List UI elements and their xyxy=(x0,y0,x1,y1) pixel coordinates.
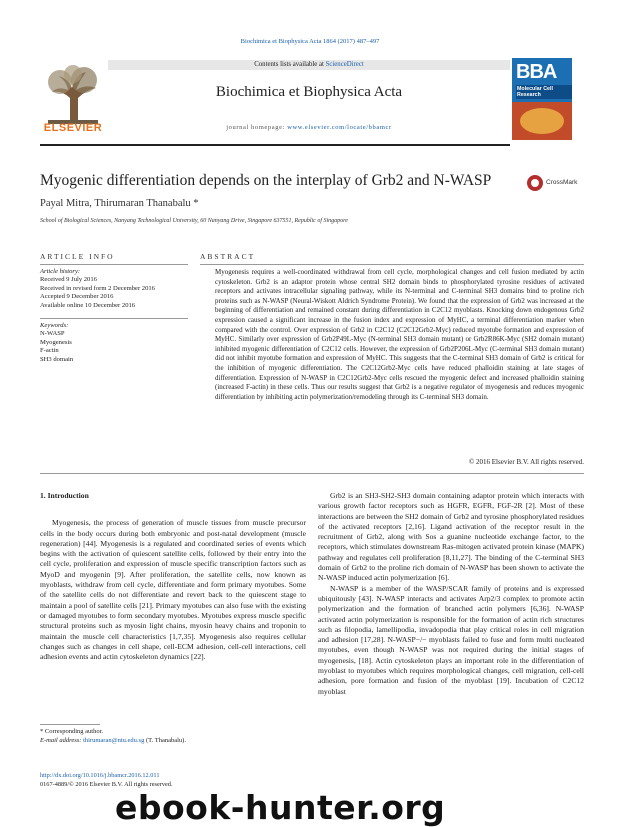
divider xyxy=(200,264,584,265)
keyword: Myogenesis xyxy=(40,338,72,346)
body-right-column xyxy=(318,491,584,697)
article-history xyxy=(40,268,190,310)
doi-block xyxy=(40,772,306,789)
body-left-column xyxy=(40,491,306,662)
journal-name: Biochimica et Biophysica Acta xyxy=(215,84,403,100)
keywords xyxy=(40,322,190,364)
crossmark-icon xyxy=(527,175,543,191)
footnote xyxy=(40,728,306,745)
cover-subtitle: Molecular Cell Research xyxy=(516,85,572,99)
email-link[interactable]: thirumaran@ntu.edu.sg xyxy=(83,736,145,744)
abstract-text: Myogenesis requires a well-coordinated withdrawal from cell cycle, morphological changes and cell fusion mediated by actin cytoskeleton. Grb2 is an adaptor protein whose central SH2 domain binds to phosphorylated tyrosine residues of activated receptors and activates intracellular signaling pathway, while its N-terminal and C-terminal SH3 domains bind to proline rich proteins such as N-WASP (Neural-Wiskott Aldrich Syndrome Protein). We found that the expression of Grb2 was increased at the beginning of differentiation and remained constant during differentiation in C2C12 myoblasts. Knocking down endogenous Grb2 expression caused a significant increase in the fusion index and expression of MyHC, a terminal differentiation marker when compared with the control. Over expression of Grb2 in C2C12 (C2C12Grb2-Myc) reduced myotube formation and expression of MyHC. Similarly over expression of Grb2P49L-Myc (N-terminal SH3 domain mutant) or Grb2R86K-Myc (SH2 domain mutant) inhibited myogenic differentiation of C2C12 cells. However, the expression of Grb2P206L-Myc (C-terminal SH3 domain mutant) did not inhibit myotube formation and expression of MyHC. This suggests that the C-terminal SH3 domain of Grb2 is critical for the inhibition of myogenic differentiation. The C2C12Grb2-Myc cells have reduced phalloidin staining at late stages of differentiation. Expression of N-WASP in C2C12Grb2-Myc cells rescued the myogenic defect and increased phalloidin staining (increased F-actin) in these cells. Thus our results suggest that Grb2 is a negative regulator of myogenesis and reduces myogenic differentiation by inhibiting actin polymerization/remodeling through its C-terminal SH3 domain. xyxy=(215,268,584,401)
author-list: Payal Mitra, Thirumaran Thanabalu * xyxy=(40,198,199,209)
abstract-heading: ABSTRACT xyxy=(200,252,256,261)
history-item: Accepted 9 December 2016 xyxy=(40,293,114,301)
history-item: Available online 10 December 2016 xyxy=(40,301,136,309)
footnote-divider xyxy=(40,724,100,725)
elsevier-tree-logo xyxy=(40,60,106,130)
journal-citation[interactable]: Biochimica et Biophysica Acta 1864 (2017) 487–497 xyxy=(240,38,380,45)
article-title: Myogenic differentiation depends on the interplay of Grb2 and N-WASP xyxy=(40,172,492,189)
homepage-label: journal homepage: xyxy=(226,124,288,131)
doi-link[interactable]: http://dx.doi.org/10.1016/j.bbamcr.2016.12.011 xyxy=(40,772,160,779)
history-label: Article history: xyxy=(40,268,81,275)
issn-line: 0167-4889/© 2016 Elsevier B.V. All rights reserved. xyxy=(40,780,173,788)
body-paragraph: Grb2 is an SH3-SH2-SH3 domain containing adaptor protein which interacts with various growth factor receptors such as HGFR, EGFR, FGF-2R [2]. Most of these interactions are between the SH2 domain of Grb2 and tyrosine phosphorylated residues of the activated receptors [2,16]. Ligand activation of the receptor result in the recruitment of Grb2, along with Sos a guanine nucleotide exchange factor, to the receptors, which stimulates downstream Ras-mitogen activated protein kinase (MAPK) pathway and regulates cell proliferation [8,11,27]. The binding of the C-terminal SH3 domain of Grb2 to the proline rich domain of N-WASP has been shown to activate the N-WASP induced actin polymerization [6]. xyxy=(318,491,584,583)
affiliation: School of Biological Sciences, Nanyang Technological University, 60 Nanyang Drive, Singapore 637551, Republic of Singapore xyxy=(40,218,348,224)
keyword: F-actin xyxy=(40,347,59,355)
abstract-copyright: © 2016 Elsevier B.V. All rights reserved. xyxy=(468,458,584,466)
history-item: Received in revised form 2 December 2016 xyxy=(40,284,155,292)
body-paragraph: Myogenesis, the process of generation of muscle tissues from muscle precursor cells in the body occurs during both embryonic and post-natal development (muscle regeneration) [44]. Myogenesis is a regulated and coordinated series of events which begins with the activation of quiescent satellite cells, followed by their entry into the cell cycle, proliferation and expression of muscle specific transcription factors such as MyoD and myogenin [9]. After proliferation, the satellite cells, now known as myoblasts, withdraw from cell cycle, differentiate and form primary myotubes. Some of the satellite cells do not differentiate and revert back to the quiescent stage to maintain a pool of satellite cells [21]. Primary myotubes can also fuse with the existing or damaged myotubes to form secondary myotubes. Myotubes express muscle specific structural proteins such as myosin light chains, myosin heavy chains and troponin to maintain the muscle cell characteristics [1,7,35]. Myogenesis also requires cellular changes such as changes in cell shape, cell-ECM adhesion, cell-cell interactions, cell adhesion events and actin cytoskeleton dynamics [22]. xyxy=(40,518,306,662)
divider xyxy=(40,264,188,265)
cover-art-shape xyxy=(520,108,564,134)
homepage-url-link[interactable]: www.elsevier.com/locate/bbamcr xyxy=(287,124,392,131)
journal-cover-image xyxy=(512,58,572,140)
contents-prefix: Contents lists available at xyxy=(254,61,326,68)
section-heading: 1. Introduction xyxy=(40,491,89,500)
watermark: ebook-hunter.org xyxy=(115,788,446,827)
elsevier-wordmark: ELSEVIER xyxy=(43,122,103,134)
sciencedirect-link[interactable]: ScienceDirect xyxy=(325,61,364,68)
contents-bar xyxy=(108,60,510,70)
article-info-heading: ARTICLE INFO xyxy=(40,252,115,261)
email-suffix: (T. Thanabalu). xyxy=(144,736,186,744)
journal-homepage xyxy=(108,124,510,131)
divider xyxy=(40,473,584,474)
keyword: SH3 domain xyxy=(40,355,74,363)
corresponding-author-note: * Corresponding author. xyxy=(40,728,104,735)
body-paragraph: N-WASP is a member of the WASP/SCAR family of proteins and is expressed ubiquitously [43]. N-WASP interacts and activates Arp2/3 complex to promote actin polymerization and the formation of branched actin polymers [6,36]. N-WASP activated actin polymerization is responsible for the formation of actin rich structures such as filopodia, lamellipodia, invadopodia that play critical roles in cell migration and adhesion [17,28]. N-WASP−/− myoblasts failed to fuse and form multi nucleated myotubes, even though N-WASP was not required during the initial stages of myogenesis, [18]. Actin cytoskeleton plays an important role in the differentiation of myoblast to myotubes which requires morphological changes, cell migration, cell-cell adhesion, pore formation and fusion of the myoblast [19]. Incubation of C2C12 myoblast xyxy=(318,583,584,696)
keywords-label: Keywords: xyxy=(40,322,69,329)
cover-title: BBA xyxy=(516,61,557,83)
divider xyxy=(40,318,188,319)
email-label: E-mail address: xyxy=(40,736,84,744)
email-line xyxy=(40,737,306,746)
keyword: N-WASP xyxy=(40,330,65,338)
crossmark-label: CrossMark xyxy=(546,179,578,186)
crossmark-badge[interactable] xyxy=(527,175,599,191)
history-item: Received 9 July 2016 xyxy=(40,276,97,284)
